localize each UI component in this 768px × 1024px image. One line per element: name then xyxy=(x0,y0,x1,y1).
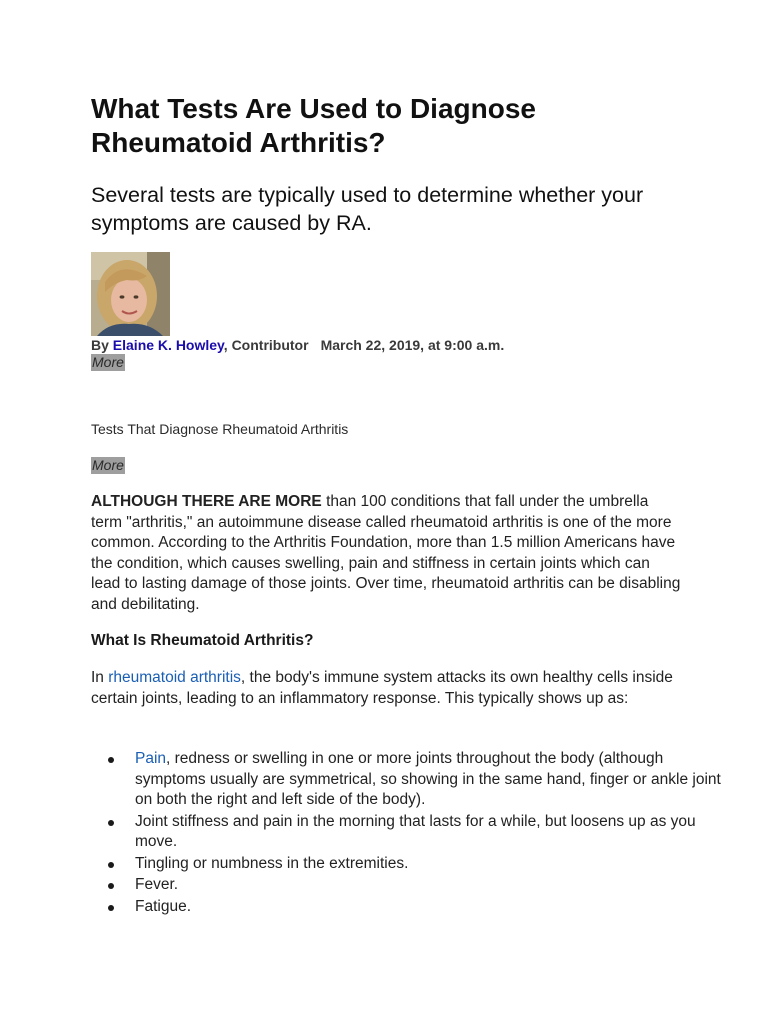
rheumatoid-arthritis-link[interactable]: rheumatoid arthritis xyxy=(108,669,241,686)
bullet-icon xyxy=(108,757,114,763)
article-subtitle: Several tests are typically used to determine whether your symptoms are caused by RA. xyxy=(91,183,644,235)
symptom-list xyxy=(91,749,735,918)
list-item xyxy=(135,812,735,853)
list-item-text: Tingling or numbness in the extremities. xyxy=(135,854,409,872)
section-paragraph xyxy=(91,668,681,709)
bullet-icon xyxy=(108,883,114,889)
author-role: , Contributor xyxy=(223,337,309,353)
intro-paragraph xyxy=(91,492,681,615)
pain-link[interactable]: Pain xyxy=(135,750,167,767)
image-caption: Tests That Diagnose Rheumatoid Arthritis xyxy=(91,421,349,437)
list-item-text: , redness or swelling in one or more joints throughout the body (although symptoms usually are symmetrical, so showing in the same hand, finger or ankle joint on both the right and left side of the body). xyxy=(135,750,721,808)
section-prefix: In xyxy=(91,669,109,686)
bullet-icon xyxy=(108,820,114,826)
list-item xyxy=(135,875,735,896)
bullet-icon xyxy=(108,905,114,911)
author-avatar[interactable] xyxy=(91,252,170,336)
byline-prefix: By xyxy=(91,337,113,353)
section-heading: What Is Rheumatoid Arthritis? xyxy=(91,632,314,649)
list-item-text: Fever. xyxy=(135,876,179,893)
more-button[interactable]: More xyxy=(92,354,124,370)
list-item-text: Fatigue. xyxy=(135,897,192,915)
intro-text: than 100 conditions that fall under the umbrella term "arthritis," an autoimmune disease called rheumatoid arthritis is one of the more common. According to the Arthritis Foundation, more than 1.5 million Americans have the condition, which causes swelling, pain and stiffness in certain joints which can lead to lasting damage of those joints. Over time, rheumatoid arthritis can be disabling and debilitating. xyxy=(91,493,681,613)
author-photo-image xyxy=(91,252,170,336)
article-title: What Tests Are Used to Diagnose Rheumatoid Arthritis? xyxy=(91,93,536,158)
list-item-text: Joint stiffness and pain in the morning that lasts for a while, but loosens up as you move. xyxy=(135,812,696,850)
publish-date: March 22, 2019, at 9:00 a.m. xyxy=(320,337,505,353)
list-item xyxy=(135,897,735,918)
more-button[interactable]: More xyxy=(92,457,124,473)
byline xyxy=(91,336,691,354)
author-link[interactable]: Elaine K. Howley xyxy=(112,337,224,353)
bullet-icon xyxy=(108,862,114,868)
list-item xyxy=(135,749,735,811)
section-text: , the body's immune system attacks its own healthy cells inside certain joints, leading to an inflammatory response. This typically shows up as: xyxy=(91,669,673,707)
list-item xyxy=(135,854,735,875)
intro-lead: ALTHOUGH THERE ARE MORE xyxy=(91,493,322,510)
